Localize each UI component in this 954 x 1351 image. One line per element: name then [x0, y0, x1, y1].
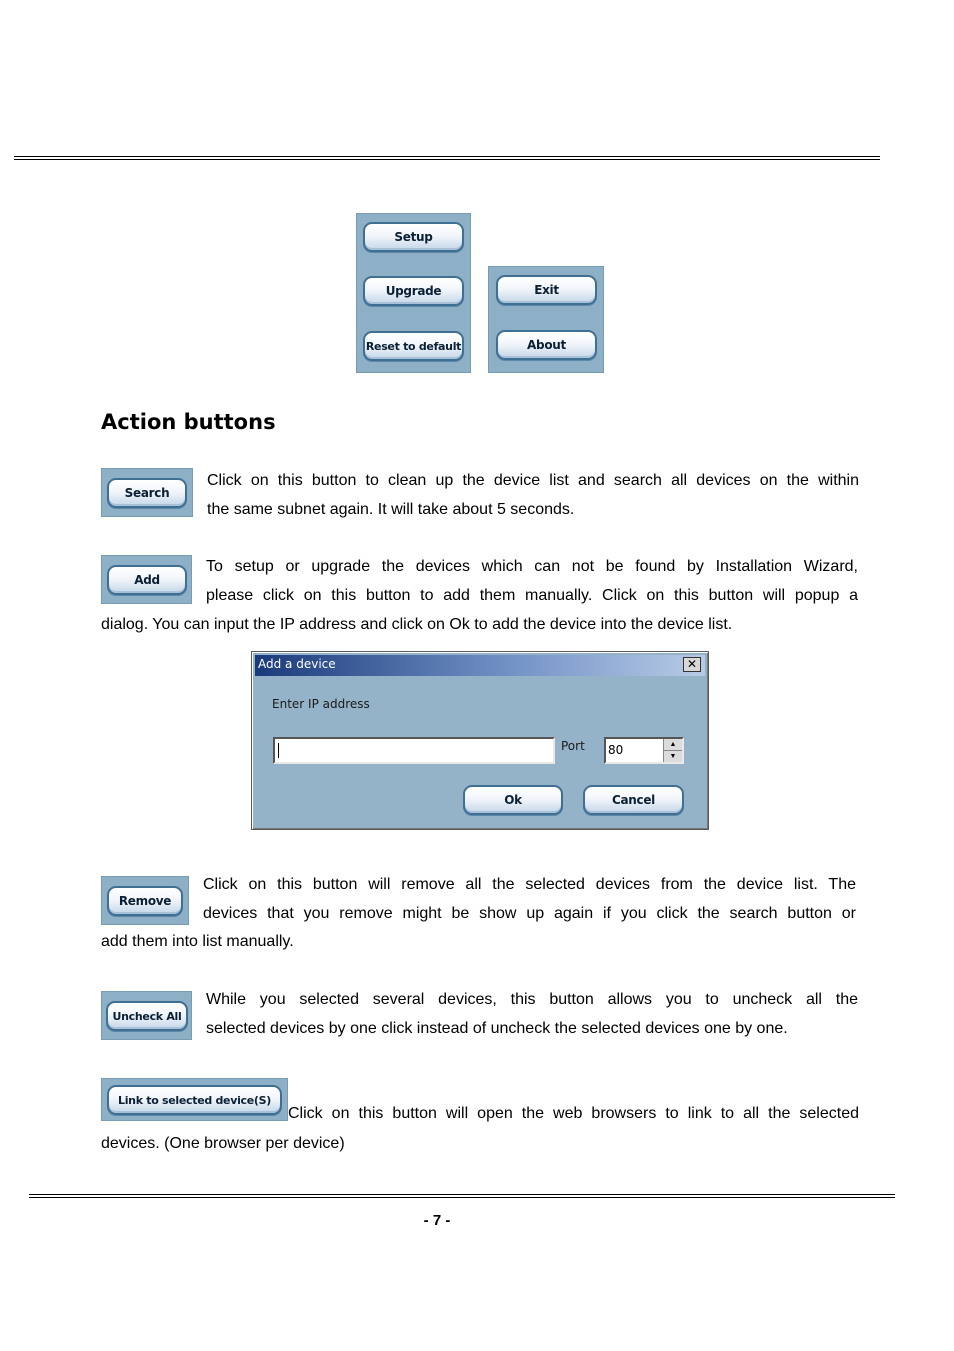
search-description — [207, 466, 859, 524]
uncheck-description-line2: selected devices by one click instead of uncheck the selected devices one by one. — [206, 1020, 788, 1037]
upgrade-button[interactable]: Upgrade — [363, 276, 464, 306]
close-icon[interactable]: ✕ — [683, 657, 701, 672]
dialog-title: Add a device — [258, 657, 336, 671]
reset-to-default-button[interactable]: Reset to default — [363, 331, 464, 361]
ip-address-label: Enter IP address — [272, 697, 370, 711]
search-description-line2: the same subnet again. It will take about 5 seconds. — [207, 501, 575, 518]
ip-address-input[interactable] — [273, 737, 555, 764]
toolbar-panel-right — [488, 266, 604, 373]
remove-description-line2: devices that you remove might be show up again if you click the search button or — [203, 905, 856, 922]
page-number: - 7 - — [423, 1212, 451, 1229]
add-description-line1: To setup or upgrade the devices which can not be found by Installation Wizard, — [206, 558, 858, 575]
add-device-dialog — [251, 651, 709, 830]
about-button[interactable]: About — [496, 330, 597, 360]
port-spinner[interactable] — [663, 739, 682, 762]
spin-up-icon[interactable]: ▲ — [664, 739, 682, 751]
setup-button[interactable]: Setup — [363, 222, 464, 252]
footer-rule-top — [29, 1194, 895, 1195]
port-value: 80 — [608, 743, 624, 757]
exit-button[interactable]: Exit — [496, 275, 597, 305]
spin-down-icon[interactable]: ▼ — [669, 753, 677, 760]
footer-rule-bottom — [29, 1197, 895, 1198]
uncheck-all-button[interactable]: Uncheck All — [106, 1001, 188, 1031]
add-description — [206, 552, 858, 610]
link-description-line1: Click on this button will open the web browsers to link to all the selected — [288, 1105, 859, 1122]
add-button[interactable]: Add — [107, 565, 187, 595]
port-label: Port — [561, 739, 585, 753]
remove-button[interactable]: Remove — [107, 886, 183, 916]
search-button[interactable]: Search — [107, 478, 187, 508]
cancel-button[interactable]: Cancel — [583, 785, 684, 815]
add-description-line2: please click on this button to add them manually. Click on this button will popup a — [206, 587, 858, 604]
toolbar-panel-left — [356, 213, 471, 373]
link-description-line2: devices. (One browser per device) — [101, 1135, 345, 1152]
uncheck-all-button-image — [101, 991, 192, 1040]
uncheck-description — [206, 985, 858, 1043]
search-button-image — [101, 468, 193, 517]
header-rule-top — [14, 156, 880, 157]
remove-description-line1: Click on this button will remove all the selected devices from the device list. The — [203, 876, 856, 893]
remove-description-line3: add them into list manually. — [101, 933, 294, 950]
add-description-line3: dialog. You can input the IP address and click on Ok to add the device into the device list. — [101, 616, 733, 633]
remove-description — [203, 870, 856, 928]
search-description-line1: Click on this button to clean up the device list and search all devices on the within — [207, 472, 859, 489]
uncheck-description-line1: While you selected several devices, this button allows you to uncheck all the — [206, 991, 858, 1008]
section-heading: Action buttons — [101, 410, 276, 434]
header-rule-bottom — [14, 159, 880, 160]
link-to-selected-device-button[interactable]: Link to selected device(S) — [107, 1085, 282, 1115]
add-button-image — [101, 555, 192, 604]
text-caret — [278, 743, 279, 758]
dialog-titlebar — [255, 655, 705, 676]
ok-button[interactable]: Ok — [463, 785, 563, 815]
link-button-image — [101, 1078, 288, 1121]
port-input[interactable] — [604, 737, 684, 764]
remove-button-image — [101, 876, 189, 925]
